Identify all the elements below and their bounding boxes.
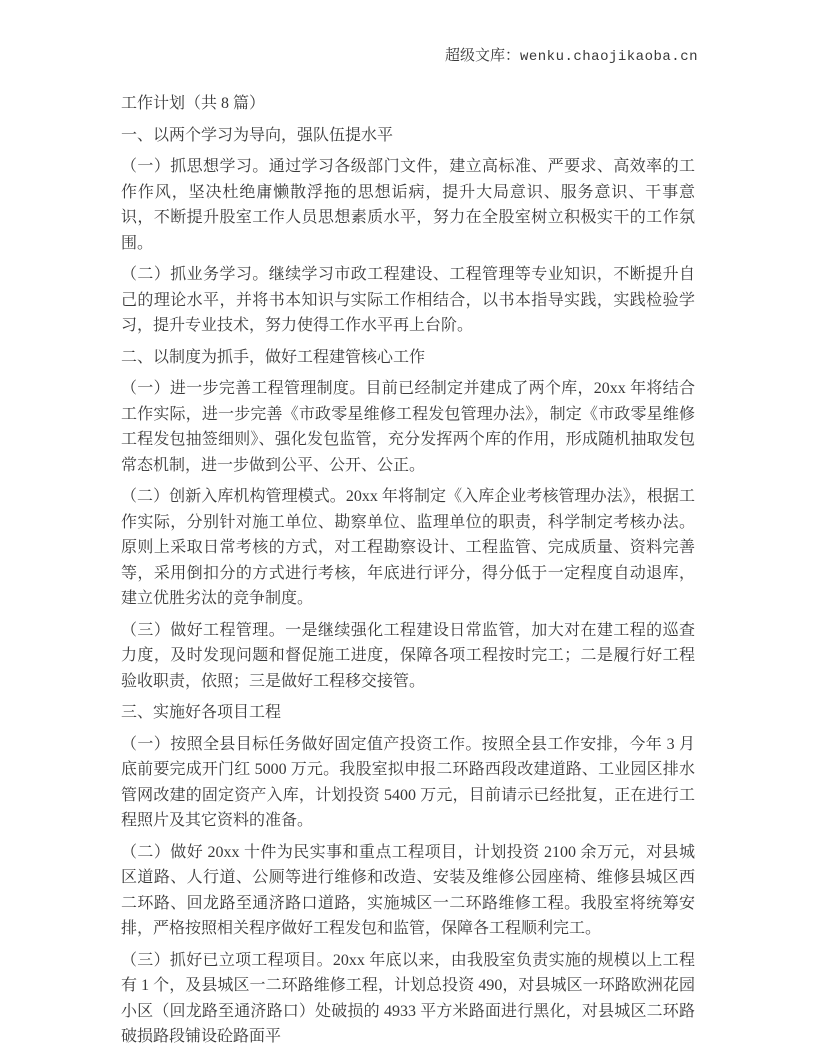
section-1-paragraph-2: （二）抓业务学习。继续学习市政工程建设、工程管理等专业知识，不断提升自己的理论水平，并将书本知识与实际工作相结合，以书本指导实践，实践检验学习，提升专业技术，努力使得工作水平再上台阶。 (121, 266, 695, 334)
site-watermark (445, 46, 698, 67)
section-2-paragraph-1: （一）进一步完善工程管理制度。目前已经制定并建成了两个库，20xx 年将结合工作实际，进一步完善《市政零星维修工程发包管理办法》，制定《市政零星维修工程发包抽签细则》、强化发包监管，充分发挥两个库的作用，形成随机抽取发包常态机制，进一步做到公平、公开、公正。 (121, 380, 695, 474)
section-3-heading: 三、实施好各项目工程 (121, 704, 282, 721)
section-1-paragraph-1: （一）抓思想学习。通过学习各级部门文件，建立高标准、严要求、高效率的工作作风，坚决杜绝庸懒散浮拖的思想诟病，提升大局意识、服务意识、干事意识，不断提升股室工作人员思想素质水平，努力在全股室树立积极实干的工作氛围。 (121, 158, 695, 252)
document-body (121, 91, 695, 1056)
section-2-paragraph-3: （三）做好工程管理。一是继续强化工程建设日常监管，加大对在建工程的巡查力度，及时发现问题和督促施工进度，保障各项工程按时完工；二是履行好工程验收职责，依照；三是做好工程移交接管。 (121, 621, 695, 690)
watermark-site-name: 超级文库： (444, 48, 520, 64)
watermark-site-url: wenku.chaojikaoba.cn (519, 49, 698, 65)
section-3-paragraph-1: （一）按照全县目标任务做好固定值产投资工作。按照全县工作安排，今年 3 月底前要完成开门红 5000 万元。我股室拟申报二环路西段改建道路、工业园区排水管网改建的固定资产入库，计划投资 5400 万元，目前请示已经批复，正在进行工程照片及其它资料的准备。 (121, 735, 695, 829)
section-2-heading: 二、以制度为抓手，做好工程建管核心工作 (121, 348, 426, 366)
section-3-paragraph-3: （三）抓好已立项工程项目。20xx 年底以来，由我股室负责实施的规模以上工程有 1 个，及县城区一二环路维修工程，计划总投资 490，对县城区一环路欧洲花园小区（回龙路至通济路口）处破损的 4933 平方米路面进行黑化，对县城区二环路破损路段铺设砼路面平 (121, 951, 695, 1045)
section-1-heading: 一、以两个学习为导向，强队伍提水平 (121, 126, 394, 144)
doc-title: 工作计划（共 8 篇） (121, 95, 266, 112)
section-3-paragraph-2: （二）做好 20xx 十件为民实事和重点工程项目，计划投资 2100 余万元，对县城区道路、人行道、公厕等进行维修和改造、安装及维修公园座椅、维修县城区西二环路、回龙路至通济路口道路，实施城区一二环路维修工程。我股室将统筹安排，严格按照相关程序做好工程发包和监管，保障各工程顺利完工。 (121, 843, 695, 937)
section-2-paragraph-2: （二）创新入库机构管理模式。20xx 年将制定《入库企业考核管理办法》，根据工作实际，分别针对施工单位、勘察单位、监理单位的职责，科学制定考核办法。原则上采取日常考核的方式，对工程勘察设计、工程监管、完成质量、资料完善等，采用倒扣分的方式进行考核，年底进行评分，得分低于一定程度自动退库，建立优胜劣汰的竞争制度。 (121, 488, 695, 607)
